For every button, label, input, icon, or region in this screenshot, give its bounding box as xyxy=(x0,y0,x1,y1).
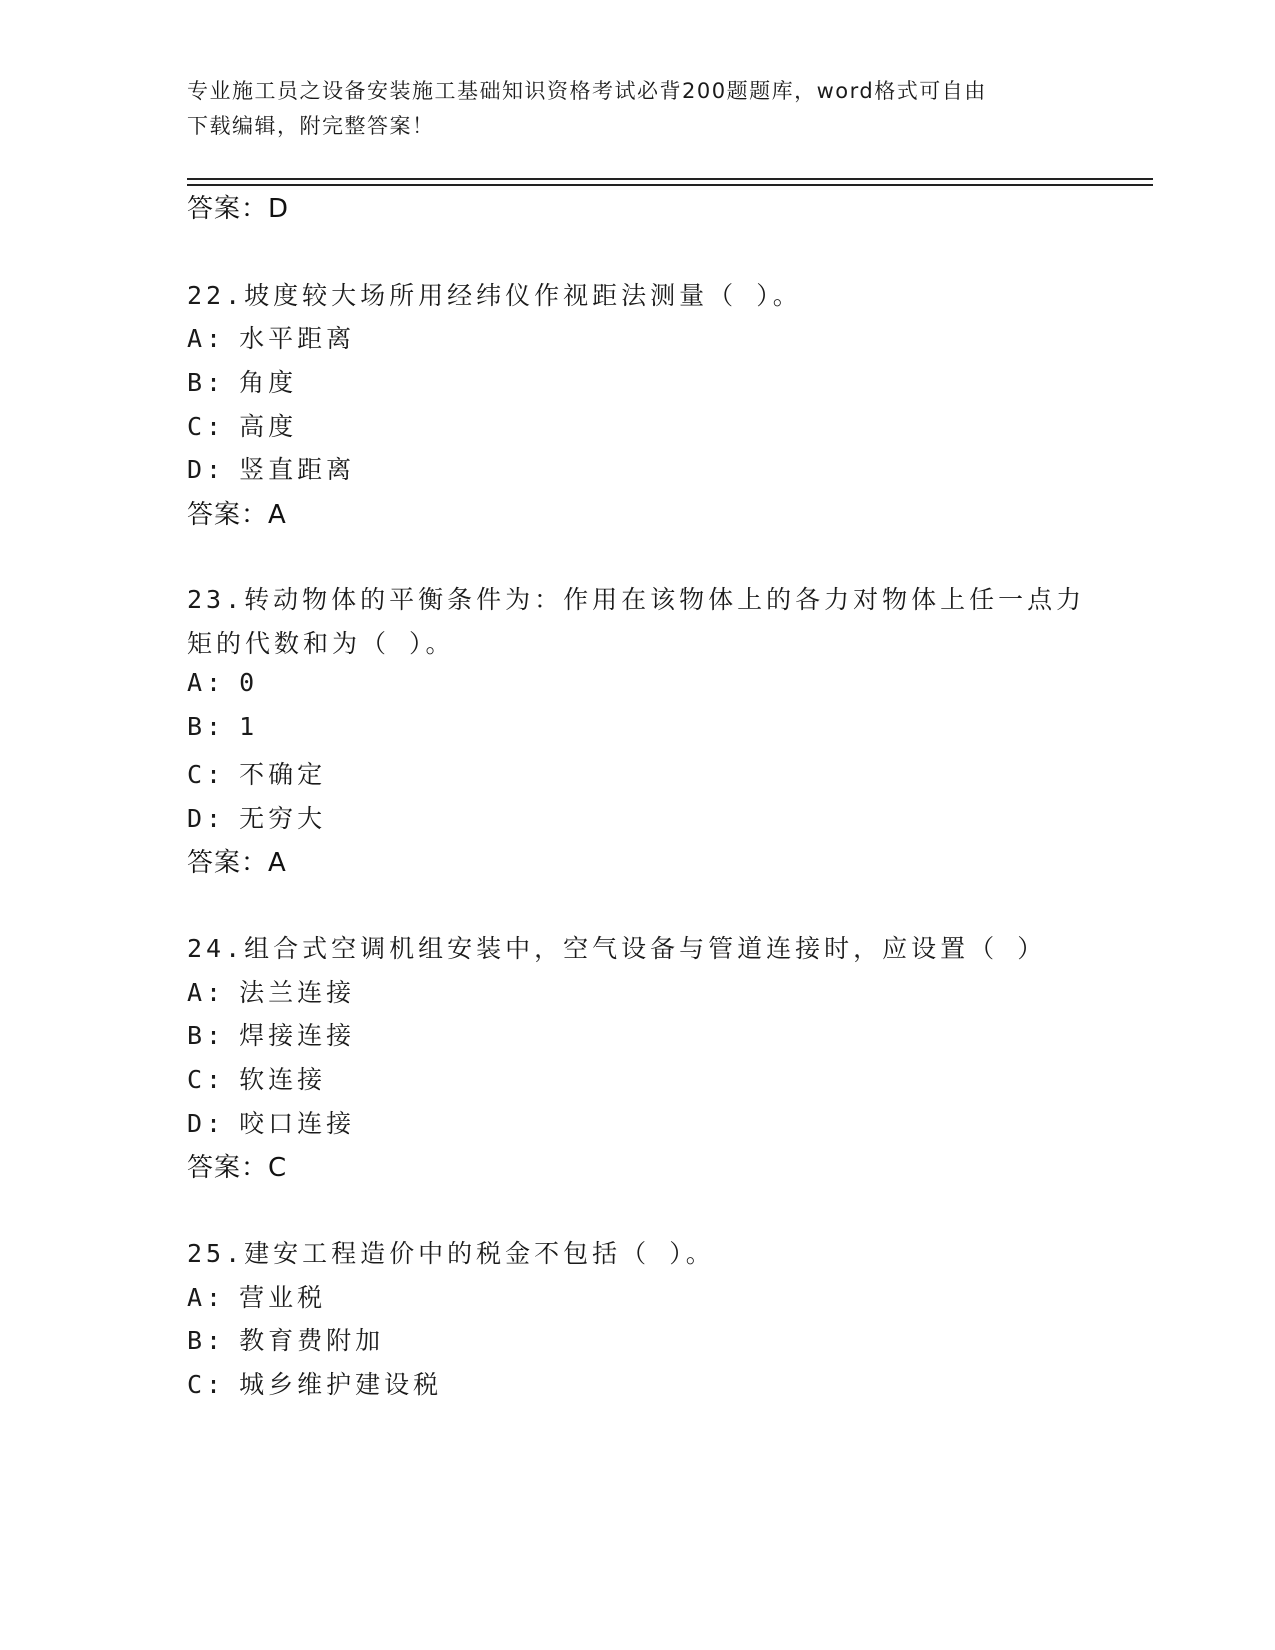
option-row xyxy=(187,1060,326,1096)
option-letter: D: xyxy=(187,1109,226,1138)
option-letter: A: xyxy=(187,668,226,697)
option-letter: C: xyxy=(187,760,226,789)
option-row xyxy=(187,712,258,741)
option-text: 0 xyxy=(239,668,259,697)
option-row xyxy=(187,668,258,697)
option-row xyxy=(187,363,297,399)
option-row xyxy=(187,1278,326,1314)
option-text: 营业税 xyxy=(239,1283,327,1312)
question-stem: 23.转动物体的平衡条件为：作用在该物体上的各力对物体上任一点力 xyxy=(187,585,1086,614)
option-letter: A: xyxy=(187,978,226,1007)
option-row xyxy=(187,319,355,355)
header-divider-top xyxy=(187,178,1153,180)
option-letter: C: xyxy=(187,412,226,441)
option-row xyxy=(187,973,355,1009)
option-letter: C: xyxy=(187,1065,226,1094)
option-row xyxy=(187,1365,442,1401)
option-letter: B: xyxy=(187,712,226,741)
option-row xyxy=(187,1104,355,1140)
option-row xyxy=(187,1321,384,1357)
option-text: 角度 xyxy=(239,368,298,397)
option-letter: C: xyxy=(187,1370,226,1399)
question-stem-continued: 矩的代数和为（ ）。 xyxy=(187,629,455,658)
previous-answer: 答案：D xyxy=(187,194,290,224)
option-letter: D: xyxy=(187,804,226,833)
answer-line: 答案：A xyxy=(187,848,287,878)
option-letter: A: xyxy=(187,324,226,353)
header-line-1: 专业施工员之设备安装施工基础知识资格考试必背200题题库，word格式可自由 xyxy=(187,79,987,103)
header-divider-bottom xyxy=(187,184,1153,186)
option-row xyxy=(187,755,326,791)
document-header xyxy=(187,74,1067,144)
option-row xyxy=(187,1016,355,1052)
option-letter: B: xyxy=(187,368,226,397)
option-text: 不确定 xyxy=(239,760,327,789)
option-text: 无穷大 xyxy=(239,804,327,833)
option-text: 教育费附加 xyxy=(239,1326,385,1355)
answer-line: 答案：C xyxy=(187,1153,288,1183)
option-letter: A: xyxy=(187,1283,226,1312)
option-text: 竖直距离 xyxy=(239,455,356,484)
option-row xyxy=(187,450,355,486)
option-row xyxy=(187,407,297,443)
option-text: 咬口连接 xyxy=(239,1109,356,1138)
option-letter: B: xyxy=(187,1021,226,1050)
answer-line: 答案：A xyxy=(187,500,287,530)
option-text: 焊接连接 xyxy=(239,1021,356,1050)
question-stem: 25.建安工程造价中的税金不包括（ ）。 xyxy=(187,1239,715,1268)
option-text: 软连接 xyxy=(239,1065,327,1094)
option-text: 法兰连接 xyxy=(239,978,356,1007)
option-letter: D: xyxy=(187,455,226,484)
option-text: 高度 xyxy=(239,412,298,441)
option-text: 1 xyxy=(239,712,259,741)
option-text: 水平距离 xyxy=(239,324,356,353)
question-stem: 24.组合式空调机组安装中，空气设备与管道连接时，应设置（ ） xyxy=(187,934,1047,963)
option-row xyxy=(187,799,326,835)
question-stem: 22.坡度较大场所用经纬仪作视距法测量（ ）。 xyxy=(187,281,802,310)
option-text: 城乡维护建设税 xyxy=(239,1370,443,1399)
header-line-2: 下载编辑，附完整答案！ xyxy=(187,114,435,138)
option-letter: B: xyxy=(187,1326,226,1355)
